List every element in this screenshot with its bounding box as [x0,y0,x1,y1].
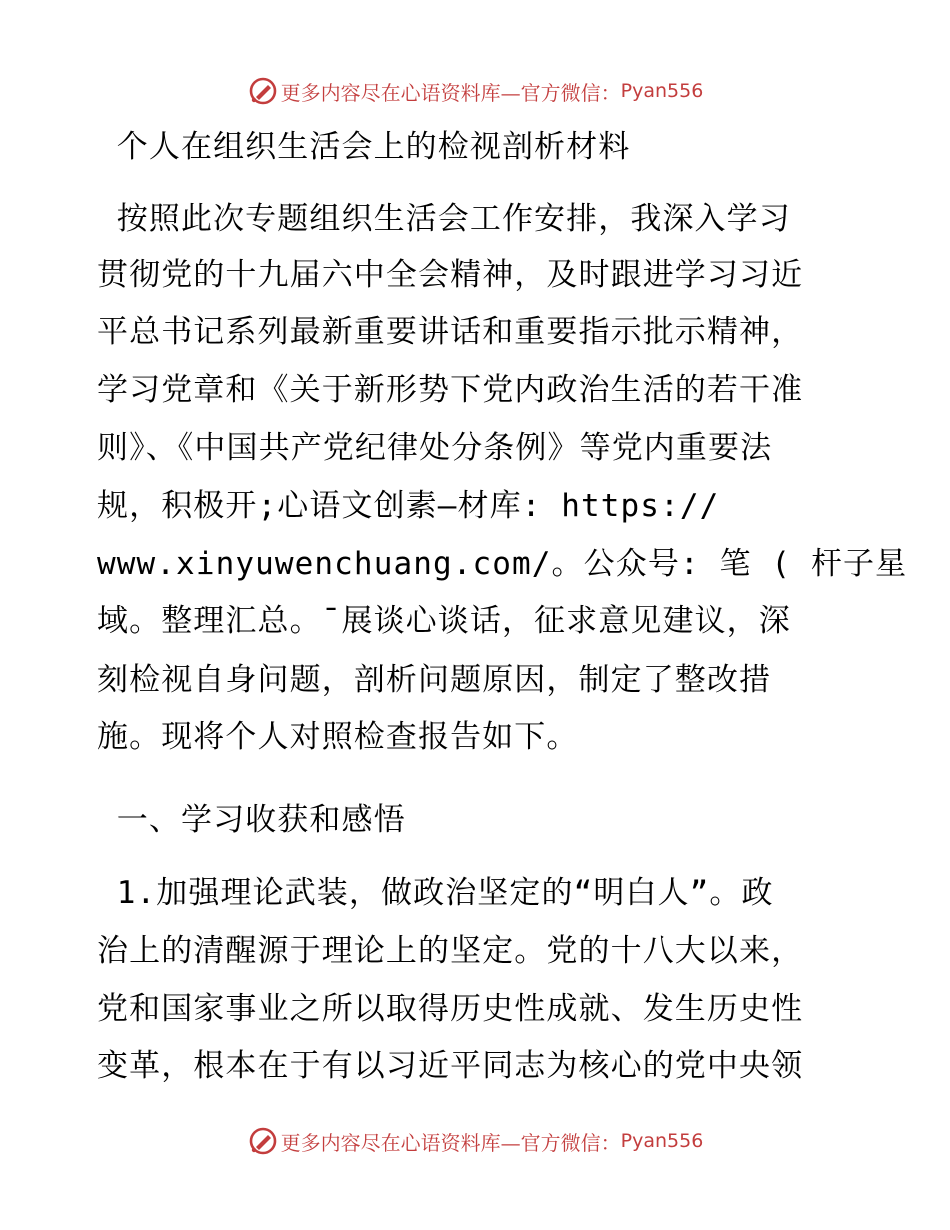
paragraph1-line-8: 域。整理汇总。¯展谈心谈话，征求意见建议，深 [97,603,791,639]
pen-logo-icon [247,1125,279,1157]
paragraph1-line-7: www.xinyuwenchuang.com/。公众号: 笔 ( 杆子星 [97,546,908,582]
pen-logo-icon [247,75,279,107]
paragraph1-line-4: 学习党章和《关于新形势下党内政治生活的若干准 [97,372,804,408]
paragraph1-line-6: 规，积极开;心语文创素—材库: https:// [97,488,720,524]
header-banner [0,74,950,108]
footer-banner-wechat-id: Pyan556 [620,1130,704,1152]
header-banner-text: 更多内容尽在心语资料库—官方微信： [280,80,621,105]
paragraph2-line-3: 党和国家事业之所以取得历史性成就、发生历史性 [97,991,804,1027]
document-title: 个人在组织生活会上的检视剖析材料 [97,129,631,165]
paragraph1-line-9: 刻检视自身问题，剖析问题原因，制定了整改措 [97,662,772,698]
footer-banner-text: 更多内容尽在心语资料库—官方微信： [280,1130,621,1155]
footer-banner [0,1124,950,1158]
paragraph1-line-5: 则》、《中国共产党纪律处分条例》等党内重要法 [97,430,773,466]
paragraph2-line-2: 治上的清醒源于理论上的坚定。党的十八大以来， [97,933,804,969]
paragraph1-line-3: 平总书记系列最新重要讲话和重要指示批示精神， [97,314,804,350]
paragraph2-line-1: 1.加强理论武装，做政治坚定的“明白人”。政 [97,875,774,911]
paragraph1-line-2: 贯彻党的十九届六中全会精神，及时跟进学习习近 [97,257,804,293]
paragraph1-line-10: 施。现将个人对照检查报告如下。 [97,719,579,755]
section-heading: 一、学习收获和感悟 [97,802,406,838]
paragraph1-line-1: 按照此次专题组织生活会工作安排，我深入学习 [97,201,791,237]
paragraph2-line-4: 变革，根本在于有以习近平同志为核心的党中央领 [97,1048,804,1084]
header-banner-wechat-id: Pyan556 [620,80,704,102]
